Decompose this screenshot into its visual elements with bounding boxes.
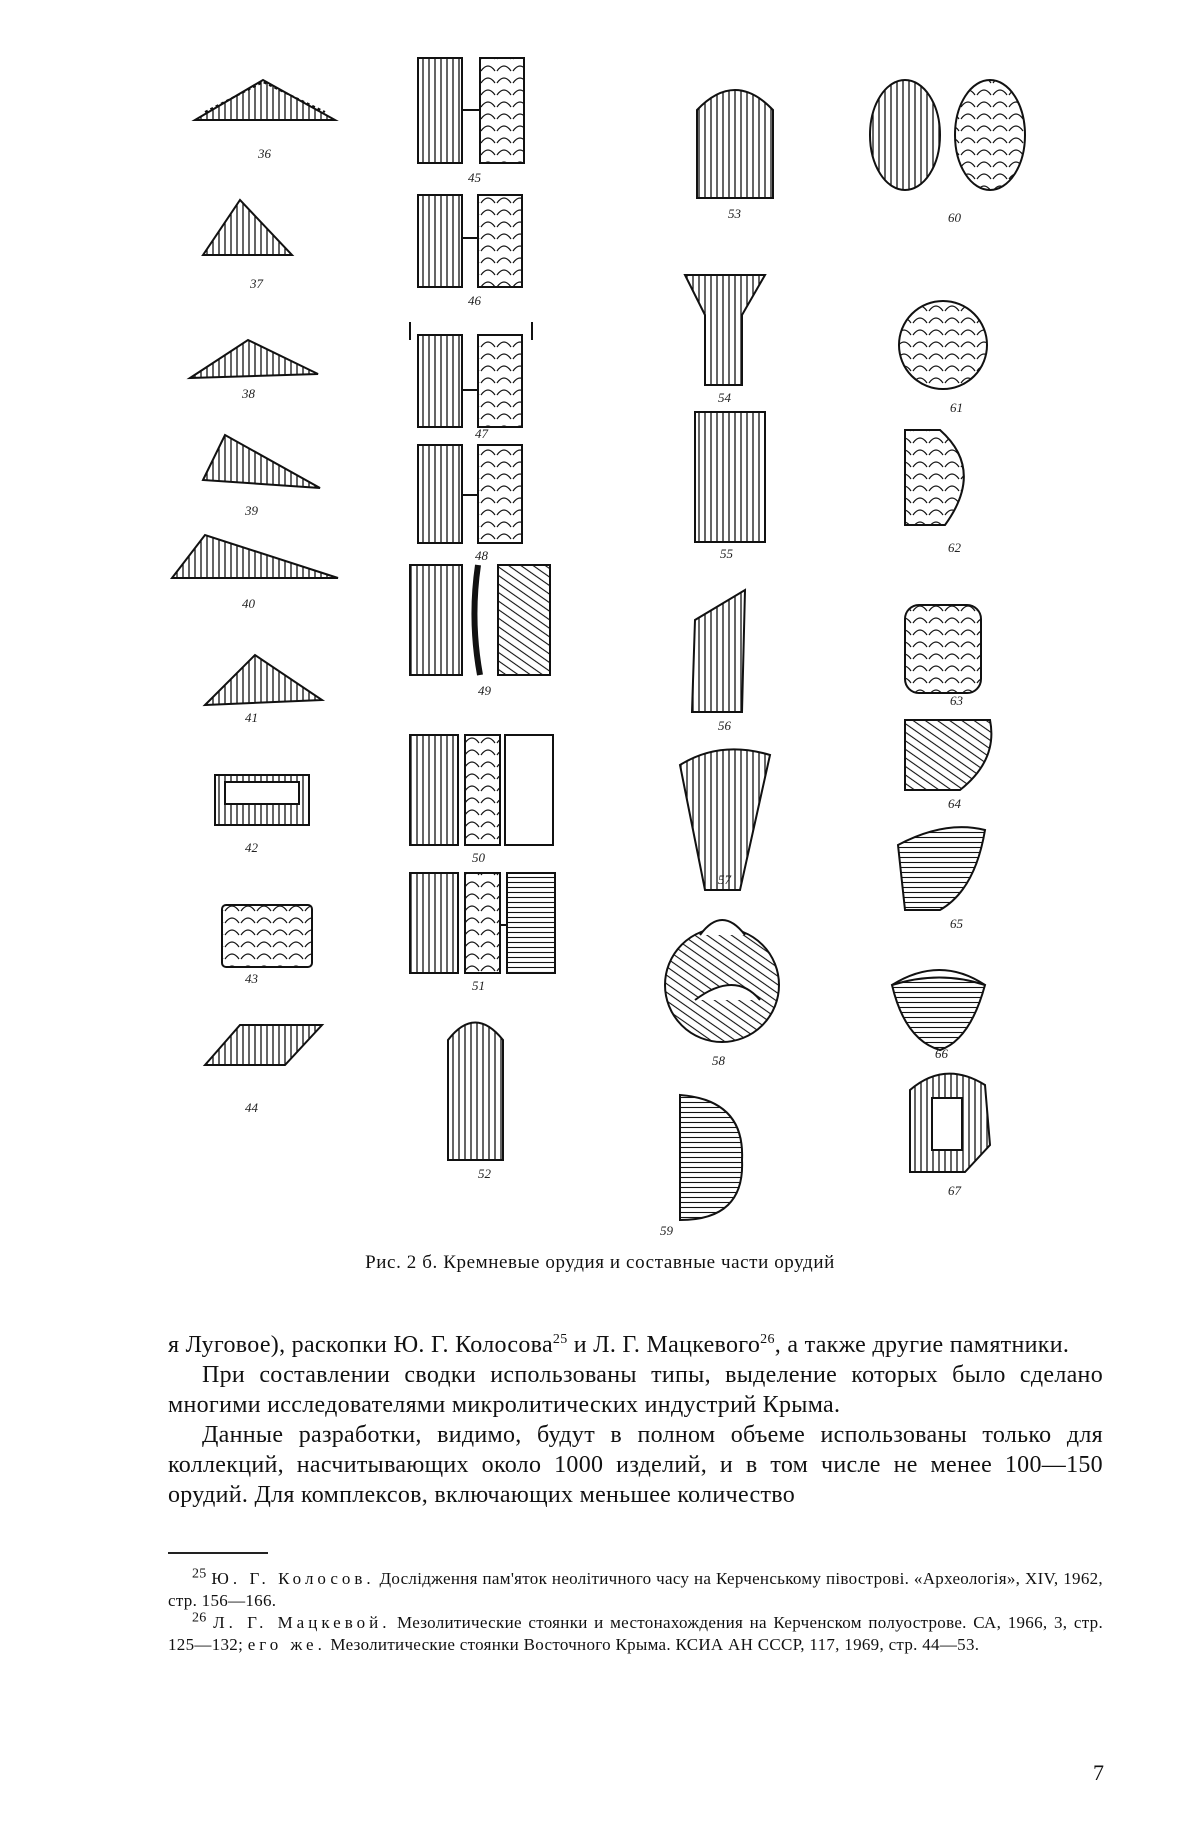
paragraph-3: Данные разработки, видимо, будут в полном объеме использованы только для коллекций, насчитывающих около 1000 изделий, и в том числе не менее 100—150 орудий. Для комплексов, включающих меньшее количество [168,1422,1103,1508]
figure-label-51: 51 [472,978,485,993]
tool-65 [898,827,985,910]
tool-49 [410,565,550,675]
figure-label-47: 47 [475,426,488,441]
tool-38 [190,340,318,378]
tool-67 [910,1074,990,1172]
footnote-ref-26[interactable]: 26 [760,1332,775,1347]
tool-40 [172,535,338,578]
tool-54 [685,275,765,385]
figure-label-37: 37 [250,276,263,291]
figure-label-56: 56 [718,718,731,733]
page-number: 7 [1093,1760,1104,1785]
figure-label-49: 49 [478,683,491,698]
figure-label-41: 41 [245,710,258,725]
tool-43 [222,905,312,967]
tool-53 [697,90,773,198]
figure-label-42: 42 [245,840,258,855]
figure-caption: Рис. 2 б. Кремневые орудия и составные части орудий [365,1252,835,1273]
tool-56 [692,590,745,712]
figure-label-38: 38 [242,386,255,401]
tool-55 [695,412,765,542]
figure-label-61: 61 [950,400,963,415]
tool-46 [418,195,522,287]
tool-52 [448,1023,503,1161]
figure-label-39: 39 [245,503,258,518]
paragraph-1: я Луговое), раскопки Ю. Г. Колосова$^{25}$ и Л. Г. Мацкевого$^{26}$, а также другие памятники. [168,1332,1070,1358]
figure-label-60: 60 [948,210,961,225]
tool-64 [905,720,991,790]
tool-44 [205,1025,322,1065]
tool-63 [905,605,981,693]
tool-59 [680,1095,742,1220]
footnote-26: $^{26}$ Л. Г. Мацкевой. Мезолитические стоянки и местонахождения на Керченском полуострове. СА, 1966, 3, стр. 125—132; его же. Мезолитические стоянки Восточного Крыма. КСИА АН СССР, 117, 1969, стр. 44—53. [168,1610,1103,1654]
tool-58 [665,920,779,1042]
figure-label-64: 64 [948,796,961,811]
figure-label-53: 53 [728,206,741,221]
footnote-author: Л. Г. Мацкевой. [213,1613,391,1632]
figure-label-63: 63 [950,693,963,708]
footnotes [168,1568,1103,1656]
figure-label-46: 46 [468,293,481,308]
figure-label-55: 55 [720,546,733,561]
tool-37 [203,200,292,255]
tool-47 [410,322,532,427]
figure-label-43: 43 [245,971,258,986]
figure-label-59: 59 [660,1223,673,1238]
tool-60 [870,80,1025,190]
figure-label-36: 36 [258,146,271,161]
tool-42 [215,775,309,825]
footnote-ref-25[interactable]: 25 [552,1332,568,1347]
figure-label-62: 62 [948,540,961,555]
figure-label-66: 66 [935,1046,948,1061]
figure-label-52: 52 [478,1166,491,1181]
tool-57 [680,749,770,890]
tool-51 [410,873,555,973]
figure-label-48: 48 [475,548,488,563]
footnote-separator [168,1552,268,1554]
tool-66 [892,970,985,1050]
figure-label-50: 50 [472,850,485,865]
footnote-author: Ю. Г. Колосов. [211,1569,375,1588]
tool-61 [899,301,987,389]
tool-41 [205,655,322,705]
figure-label-40: 40 [242,596,255,611]
figure-label-54: 54 [718,390,731,405]
figure-label-67: 67 [948,1183,961,1198]
tool-45 [418,58,524,163]
tool-50 [410,735,553,845]
tool-36 [195,80,335,120]
tool-62 [905,430,964,525]
tool-39 [203,435,320,488]
figure-labels [241,146,964,1238]
tool-48 [418,445,522,543]
figure-label-44: 44 [245,1100,258,1115]
figure-label-65: 65 [950,916,963,931]
footnote-25: $^{25}$ Ю. Г. Колосов. Дослідження пам'яток неолітичного часу на Керченському півострові. «Археологія», XIV, 1962, стр. 156—166. [168,1566,1103,1610]
figure-label-45: 45 [468,170,481,185]
body-text [168,1330,1103,1510]
figure-label-57: 57 [718,872,731,887]
paragraph-2: При составлении сводки использованы типы, выделение которых было сделано многими исследователями микролитических индустрий Крыма. [168,1362,1103,1418]
figure-label-58: 58 [712,1053,725,1068]
